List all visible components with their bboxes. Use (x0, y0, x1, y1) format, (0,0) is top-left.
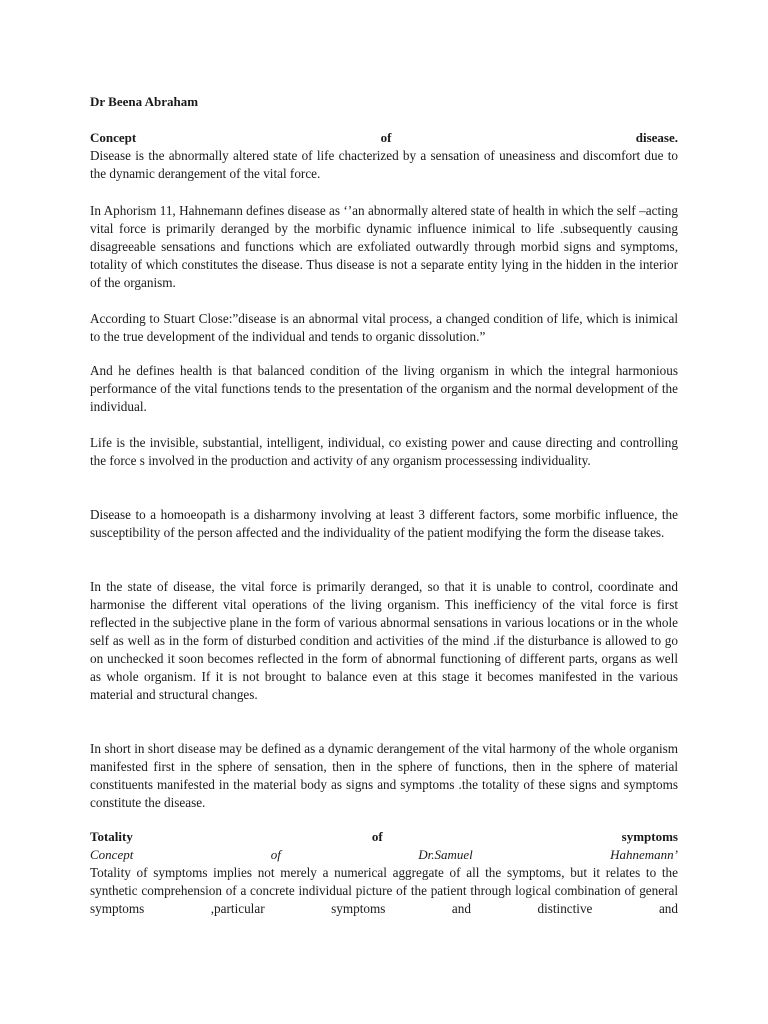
paragraph: Disease to a homoeopath is a disharmony involving at least 3 different factors, some morbific influence, the susceptibility of the person affected and the individuality of the patient modifying the form the disease takes. (90, 507, 678, 540)
section-totality (90, 828, 678, 918)
heading-word: Concept (90, 130, 137, 145)
heading-word: disease. (635, 130, 678, 145)
paragraph-block (90, 202, 678, 292)
heading-word: Totality (90, 829, 133, 844)
subheading-word: Hahnemann’ (610, 847, 678, 862)
author-name: Dr Beena Abraham (90, 94, 199, 109)
subheading-word: of (270, 847, 281, 862)
paragraph: Life is the invisible, substantial, intelligent, individual, co existing power and cause directing and controlling the force s involved in the production and activity of any organism processessing individuality. (90, 435, 678, 468)
paragraph: In the state of disease, the vital force is primarily deranged, so that it is unable to control, coordinate and harmonise the different vital operations of the living organism. This inefficiency of the vital force is first reflected in the subjective plane in the form of various abnormal sensations in various locations or in the whole self as well as in the form of disturbed condition and activities of the mind .if the disturbance is allowed to go on unchecked it soon becomes reflected in the form of abnormal functioning of different parts, organs as well as whole organism. If it is not brought to balance even at this stage it becomes manifested in the various material and structural changes. (90, 579, 678, 702)
heading-totality-of-symptoms (90, 828, 678, 846)
subheading-concept-hahnemann (90, 846, 678, 864)
subheading-word: Concept (90, 847, 134, 862)
paragraph-block (90, 578, 678, 704)
paragraph: Disease is the abnormally altered state of life chacterized by a sensation of uneasiness and discomfort due to the dynamic derangement of the vital force. (90, 148, 678, 181)
heading-concept-of-disease (90, 129, 678, 147)
paragraph: In short in short disease may be defined as a dynamic derangement of the vital harmony of the whole organism manifested first in the sphere of sensation, then in the sphere of functions, then in the sphere of material constituents manifested in the material body as signs and symptoms .the totality of these signs and symptoms constitute the disease. (90, 741, 678, 810)
paragraph: And he defines health is that balanced condition of the living organism in which the integral harmonious performance of the vital functions tends to the presentation of the organism and the normal development of the individual. (90, 363, 678, 414)
section-disease (90, 129, 678, 183)
paragraph: In Aphorism 11, Hahnemann defines disease as ‘’an abnormally altered state of health in which the self –acting vital force is primarily deranged by the morbific dynamic influence inimical to life .subsequently causing disagreeable sensations and functions which are exfoliated outwardly through morbid signs and symptoms, totality of which constitutes the disease. Thus disease is not a separate entity lying in the hidden in the interior of the organism. (90, 203, 678, 290)
paragraph: Totality of symptoms implies not merely a numerical aggregate of all the symptoms, but it relates to the synthetic comprehension of a concrete individual picture of the patient through logical combination of general symptoms ,particular symptoms and distinctive and (90, 865, 678, 916)
paragraph: According to Stuart Close:”disease is an abnormal vital process, a changed condition of life, which is inimical to the true development of the individual and tends to organic dissolution.” (90, 311, 678, 344)
heading-word: of (371, 829, 383, 844)
paragraph-block (90, 506, 678, 542)
subheading-word: Dr.Samuel (418, 847, 473, 862)
heading-word: of (380, 130, 392, 145)
paragraph-block (90, 740, 678, 812)
paragraph-block (90, 310, 678, 346)
heading-word: symptoms (621, 829, 678, 844)
paragraph-block (90, 434, 678, 470)
paragraph-block (90, 362, 678, 416)
